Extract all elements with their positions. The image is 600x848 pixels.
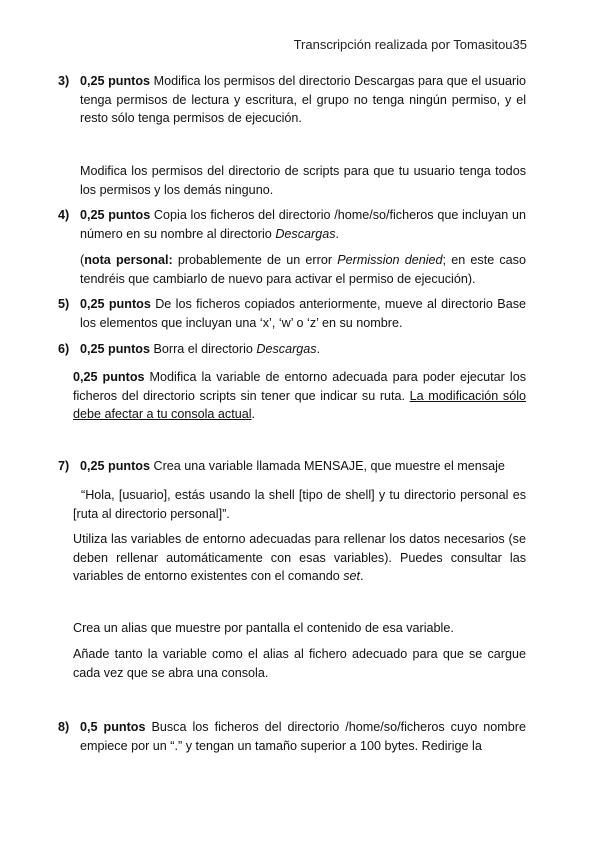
exercise-text: Crea una variable llamada MENSAJE, que muestre el mensaje: [149, 459, 505, 473]
exercise-6b: 0,25 puntos Modifica la variable de entorno adecuada para poder ejecutar los ficheros del directorio scripts sin tener que indicar su ruta. La modificación sólo debe afectar a tu consola actual.: [73, 370, 526, 421]
exercise-number: 6): [58, 342, 70, 356]
personal-note: (nota personal: probablemente de un error Permission denied; en este caso tendréis que cambiarlo de nuevo para activar el permiso de ejecución).: [80, 253, 526, 286]
page-header: Transcripción realizada por Tomasitou35: [293, 37, 527, 52]
exercise-5: [58, 295, 526, 332]
exercise-text: Busca los ficheros del directorio /home/so/ficheros cuyo nombre empiece por un “.” y tengan un tamaño superior a 100 bytes. Redirige la: [80, 720, 526, 753]
exercise-6: 6) 0,25 puntos Borra el directorio Descargas.: [58, 340, 526, 359]
underlined-text: La modificación sólo debe afectar a tu consola actual: [73, 388, 526, 421]
points-label: 0,25 puntos: [80, 342, 150, 356]
exercise-8: [58, 718, 526, 755]
profile-instructions: Añade tanto la variable como el alias al fichero adecuado para que se cargue cada vez que se abra una consola.: [73, 647, 526, 680]
alias-instructions: Crea un alias que muestre por pantalla el contenido de esa variable.: [73, 621, 454, 635]
exercise-4: 4) 0,25 puntos Copia los ficheros del directorio /home/so/ficheros que incluyan un número en su nombre al directorio Descargas.: [58, 208, 526, 241]
note-label: nota personal:: [84, 253, 173, 267]
exercise-number: 5): [58, 297, 70, 311]
exercise-number: 7): [58, 459, 70, 473]
points-label: 0,25 puntos: [73, 370, 145, 384]
exercise-3-extra: [80, 162, 526, 199]
exercise-7: [58, 457, 526, 476]
exercise-number: 4): [58, 208, 70, 222]
exercise-3: [58, 72, 526, 128]
points-label: 0,25 puntos: [80, 74, 151, 88]
env-vars-instructions: Utiliza las variables de entorno adecuadas para rellenar los datos necesarios (se deben rellenar automáticamente con esas variables). Puedes consultar las variables de entorno existentes con el comando set.: [73, 532, 526, 583]
exercise-text: Borra el directorio: [149, 342, 257, 356]
exercise-text: De los ficheros copiados anteriormente, mueve al directorio Base los elementos que incluyan una ‘x’, ‘w’ o ‘z’ en su nombre.: [80, 297, 526, 330]
italic-term: set: [343, 569, 361, 583]
exercise-text: Modifica la variable de entorno adecuada para poder ejecutar los ficheros del directorio scripts sin tener que indicar su ruta.: [73, 370, 526, 403]
italic-term: Descargas: [256, 342, 317, 356]
points-label: 0,25 puntos: [80, 208, 151, 222]
italic-term: Permission denied: [337, 253, 443, 267]
exercise-text: Modifica los permisos del directorio Descargas para que el usuario tenga permisos de lectura y escritura, el grupo no tenga ningún permiso, y el resto sólo tenga permisos de ejecución.: [80, 74, 526, 125]
italic-term: Descargas: [275, 226, 336, 241]
message-quote: “Hola, [usuario], estás usando la shell [tipo de shell] y tu directorio personal es [ruta al directorio personal]”.: [73, 488, 526, 521]
points-label: 0,25 puntos: [80, 297, 151, 311]
exercise-number: 3): [58, 74, 70, 88]
points-label: 0,25 puntos: [80, 459, 150, 473]
exercise-number: 8): [58, 720, 70, 734]
exercise-text: Copia los ficheros del directorio /home/so/ficheros que incluyan un número en su nombre al directorio: [80, 208, 526, 241]
points-label: 0,5 puntos: [80, 720, 146, 734]
exercise-text: Modifica los permisos del directorio de scripts para que tu usuario tenga todos los permisos y los demás ninguno.: [80, 164, 526, 197]
